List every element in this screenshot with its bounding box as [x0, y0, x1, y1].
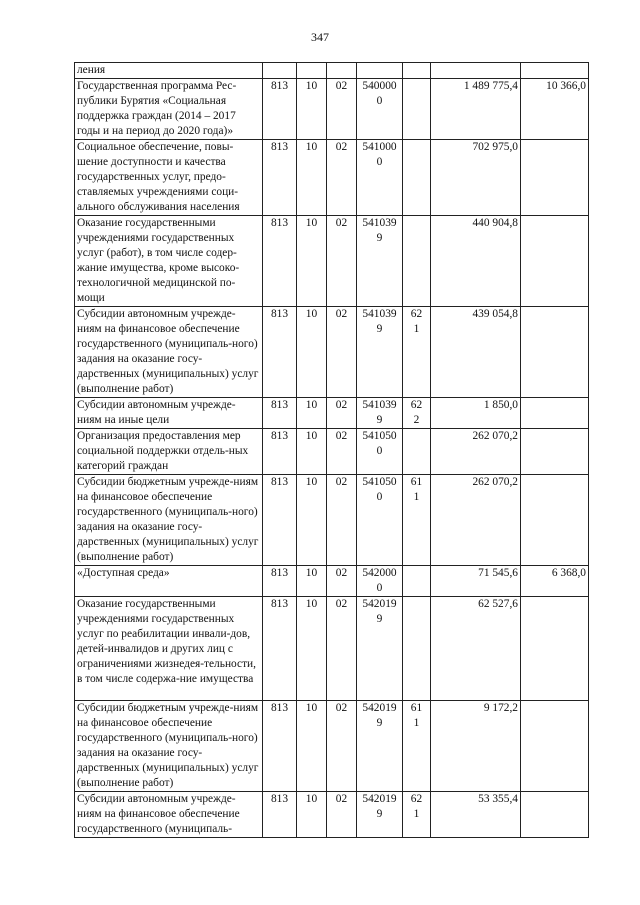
section-code: 10	[297, 475, 327, 566]
amount-federal	[521, 216, 589, 307]
article-code-bottom: 9	[376, 232, 383, 244]
subsection-code: 02	[327, 597, 357, 701]
expense-code-bottom: 2	[413, 414, 420, 426]
article-code-top: 541000	[362, 141, 397, 153]
amount-federal	[521, 792, 589, 838]
expense-code-bottom: 1	[413, 491, 420, 503]
row-name: Субсидии автономным учрежде-ниям на финансовое обеспечение государственного (муниципаль-ного) задания на оказание госу-дарственных (муниципальных) услуг (выполнение работ)	[75, 307, 263, 398]
article-code-bottom: 0	[376, 582, 383, 594]
section-code: 10	[297, 566, 327, 597]
amount: 439 054,8	[431, 307, 521, 398]
article-code-bottom: 9	[376, 323, 383, 335]
row-name: Субсидии бюджетным учрежде-ниям на финансовое обеспечение государственного (муниципаль-ного) задания на оказание госу-дарственных (муниципальных) услуг (выполнение работ)	[75, 475, 263, 566]
section-code: 10	[297, 216, 327, 307]
expense-type-code	[403, 216, 431, 307]
target-article-code	[357, 398, 403, 429]
article-code-top: 541050	[362, 430, 397, 442]
article-code-top: 541039	[362, 399, 397, 411]
amount: 53 355,4	[431, 792, 521, 838]
expense-type-code	[403, 597, 431, 701]
row-name: Субсидии бюджетным учрежде-ниям на финансовое обеспечение государственного (муниципаль-ного) задания на оказание госу-дарственных (муниципальных) услуг (выполнение работ)	[75, 701, 263, 792]
amount-federal	[521, 429, 589, 475]
article-code-top: 541050	[362, 476, 397, 488]
amount-federal	[521, 597, 589, 701]
section-code: 10	[297, 307, 327, 398]
expense-type-code	[403, 475, 431, 566]
row-name: Оказание государственными учреждениями государственных услуг по реабилитации инвали-дов, детей-инвалидов и других лиц с ограничениями жизнедея-тельности, в том числе содержа-ние имущества	[75, 597, 263, 701]
amount: 1 850,0	[431, 398, 521, 429]
table-row	[75, 216, 589, 307]
table-row	[75, 701, 589, 792]
ministry-code: 813	[263, 597, 297, 701]
target-article-code	[357, 140, 403, 216]
amount-federal	[521, 398, 589, 429]
article-code-top: 541039	[362, 308, 397, 320]
amount: 440 904,8	[431, 216, 521, 307]
table-row	[75, 79, 589, 140]
amount-federal	[521, 140, 589, 216]
expense-code-bottom: 1	[413, 323, 420, 335]
ministry-code: 813	[263, 79, 297, 140]
subsection-code: 02	[327, 475, 357, 566]
amount: 702 975,0	[431, 140, 521, 216]
article-code-bottom: 0	[376, 445, 383, 457]
subsection-code	[327, 63, 357, 79]
ministry-code: 813	[263, 701, 297, 792]
amount-federal	[521, 475, 589, 566]
table-body	[75, 63, 589, 838]
section-code	[297, 63, 327, 79]
expense-type-code	[403, 398, 431, 429]
ministry-code: 813	[263, 398, 297, 429]
ministry-code: 813	[263, 792, 297, 838]
target-article-code	[357, 792, 403, 838]
ministry-code: 813	[263, 475, 297, 566]
subsection-code: 02	[327, 566, 357, 597]
ministry-code: 813	[263, 429, 297, 475]
article-code-top: 540000	[362, 80, 397, 92]
amount: 1 489 775,4	[431, 79, 521, 140]
row-name: Субсидии автономным учрежде-ниям на финансовое обеспечение государственного (муниципаль-	[75, 792, 263, 838]
table-row	[75, 792, 589, 838]
section-code: 10	[297, 79, 327, 140]
expense-code-bottom: 1	[413, 808, 420, 820]
amount-federal	[521, 701, 589, 792]
article-code-top: 542019	[362, 793, 397, 805]
amount: 262 070,2	[431, 475, 521, 566]
target-article-code	[357, 63, 403, 79]
article-code-bottom: 0	[376, 156, 383, 168]
amount-federal: 6 368,0	[521, 566, 589, 597]
ministry-code	[263, 63, 297, 79]
ministry-code: 813	[263, 140, 297, 216]
subsection-code: 02	[327, 216, 357, 307]
page-number: 347	[311, 30, 329, 44]
article-code-bottom: 9	[376, 414, 383, 426]
section-code: 10	[297, 398, 327, 429]
amount-federal	[521, 63, 589, 79]
article-code-bottom: 9	[376, 613, 383, 625]
amount: 71 545,6	[431, 566, 521, 597]
expense-code-top: 61	[410, 702, 423, 714]
table-row	[75, 398, 589, 429]
expense-type-code	[403, 429, 431, 475]
expense-type-code	[403, 79, 431, 140]
article-code-top: 541039	[362, 217, 397, 229]
table-row	[75, 63, 589, 79]
expense-type-code	[403, 307, 431, 398]
target-article-code	[357, 475, 403, 566]
row-name: «Доступная среда»	[75, 566, 263, 597]
table-row	[75, 597, 589, 701]
subsection-code: 02	[327, 398, 357, 429]
section-code: 10	[297, 701, 327, 792]
table-row	[75, 566, 589, 597]
ministry-code: 813	[263, 307, 297, 398]
amount-federal	[521, 307, 589, 398]
expense-type-code	[403, 63, 431, 79]
article-code-bottom: 9	[376, 717, 383, 729]
section-code: 10	[297, 429, 327, 475]
target-article-code	[357, 701, 403, 792]
row-name: ления	[75, 63, 263, 79]
target-article-code	[357, 307, 403, 398]
section-code: 10	[297, 597, 327, 701]
article-code-bottom: 9	[376, 808, 383, 820]
table-row	[75, 307, 589, 398]
expense-type-code	[403, 792, 431, 838]
table-row	[75, 140, 589, 216]
article-code-top: 542000	[362, 567, 397, 579]
ministry-code: 813	[263, 216, 297, 307]
budget-table	[74, 62, 589, 838]
subsection-code: 02	[327, 701, 357, 792]
row-name: Оказание государственными учреждениями государственных услуг (работ), в том числе содер-жание имущества, кроме высоко-технологичной медицинской по-мощи	[75, 216, 263, 307]
amount	[431, 63, 521, 79]
target-article-code	[357, 566, 403, 597]
row-name: Государственная программа Рес-публики Бурятия «Социальная поддержка граждан (2014 – 2017 годы и на период до 2020 года)»	[75, 79, 263, 140]
expense-type-code	[403, 701, 431, 792]
subsection-code: 02	[327, 140, 357, 216]
section-code: 10	[297, 792, 327, 838]
target-article-code	[357, 597, 403, 701]
expense-code-bottom: 1	[413, 717, 420, 729]
subsection-code: 02	[327, 307, 357, 398]
target-article-code	[357, 79, 403, 140]
amount: 262 070,2	[431, 429, 521, 475]
article-code-top: 542019	[362, 702, 397, 714]
subsection-code: 02	[327, 79, 357, 140]
row-name: Социальное обеспечение, повы-шение доступности и качества государственных услуг, предо-ставляемых учреждениями соци-ального обслуживания населения	[75, 140, 263, 216]
row-name: Организация предоставления мер социальной поддержки отдель-ных категорий граждан	[75, 429, 263, 475]
subsection-code: 02	[327, 792, 357, 838]
target-article-code	[357, 429, 403, 475]
table-row	[75, 475, 589, 566]
expense-code-top: 62	[410, 399, 423, 411]
expense-code-top: 62	[410, 793, 423, 805]
article-code-bottom: 0	[376, 95, 383, 107]
amount: 62 527,6	[431, 597, 521, 701]
target-article-code	[357, 216, 403, 307]
article-code-top: 542019	[362, 598, 397, 610]
expense-type-code	[403, 566, 431, 597]
article-code-bottom: 0	[376, 491, 383, 503]
amount: 9 172,2	[431, 701, 521, 792]
expense-code-top: 62	[410, 308, 423, 320]
section-code: 10	[297, 140, 327, 216]
ministry-code: 813	[263, 566, 297, 597]
table-row	[75, 429, 589, 475]
expense-code-top: 61	[410, 476, 423, 488]
amount-federal: 10 366,0	[521, 79, 589, 140]
expense-type-code	[403, 140, 431, 216]
subsection-code: 02	[327, 429, 357, 475]
row-name: Субсидии автономным учрежде-ниям на иные цели	[75, 398, 263, 429]
